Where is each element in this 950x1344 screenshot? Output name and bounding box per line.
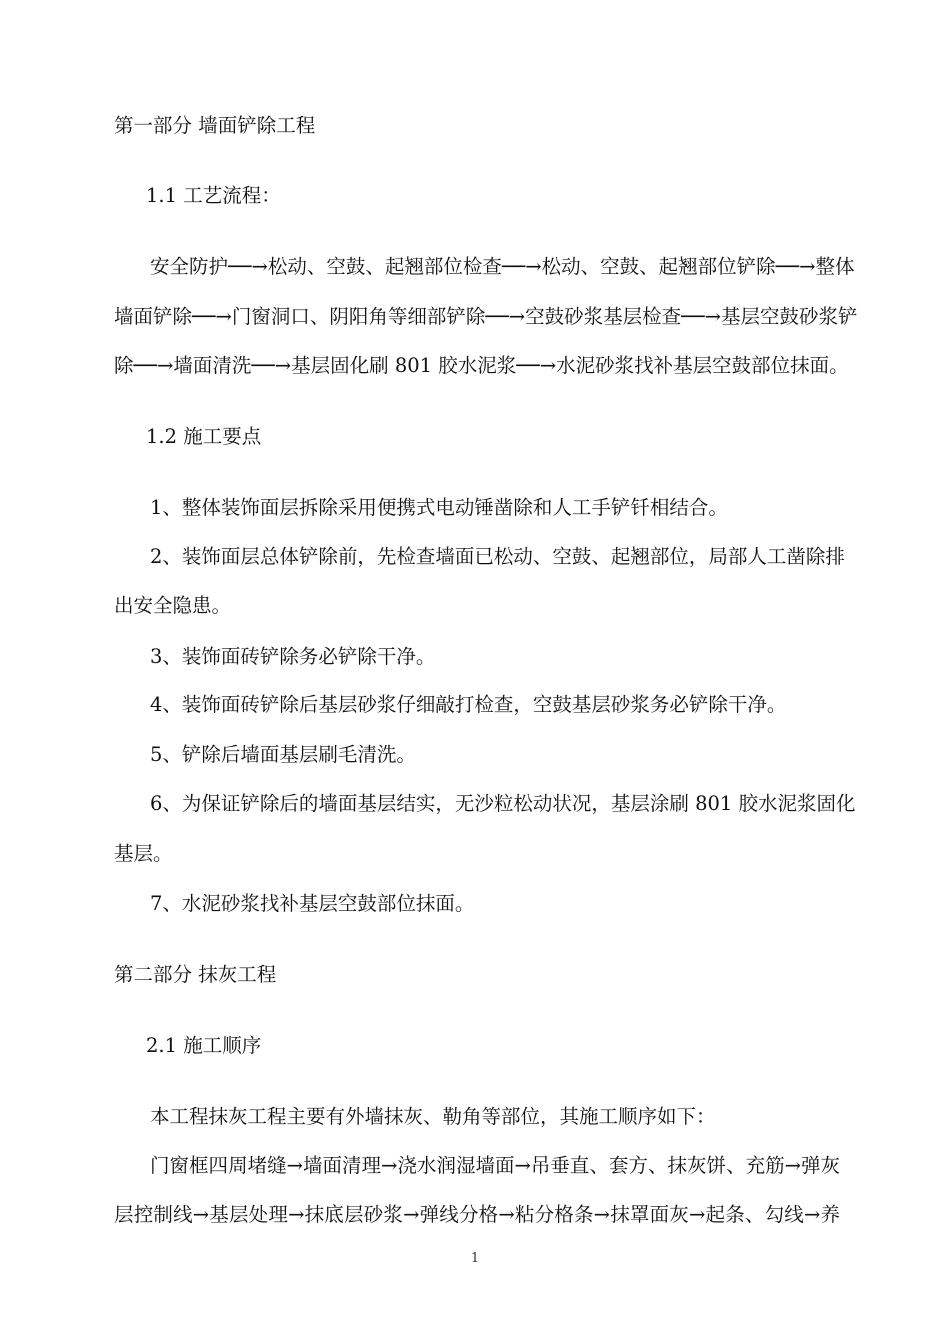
flow-line-3: 除──→墙面清洗──→基层固化刷 801 胶水泥浆──→水泥砂浆找补基层空鼓部位抹面。 bbox=[114, 354, 849, 377]
part2-title: 第二部分 抹灰工程 bbox=[114, 963, 277, 986]
point-2-cont: 出安全隐患。 bbox=[114, 594, 232, 617]
point-6: 6、为保证铲除后的墙面基层结实，无沙粒松动状况，基层涂刷 801 胶水泥浆固化 bbox=[150, 792, 856, 815]
point-4: 4、装饰面砖铲除后基层砂浆仔细敲打检查，空鼓基层砂浆务必铲除干净。 bbox=[150, 693, 787, 716]
point-6-cont: 基层。 bbox=[114, 842, 173, 865]
point-5: 5、铲除后墙面基层刷毛清洗。 bbox=[150, 743, 416, 766]
point-3: 3、装饰面砖铲除务必铲除干净。 bbox=[150, 645, 436, 668]
part1-title: 第一部分 墙面铲除工程 bbox=[114, 114, 316, 137]
sequence-line-1: 门窗框四周堵缝→墙面清理→浇水润湿墙面→吊垂直、套方、抹灰饼、充筋→弹灰 bbox=[150, 1154, 840, 1177]
section-1-2-heading: 1.2 施工要点 bbox=[146, 425, 262, 448]
sequence-intro: 本工程抹灰工程主要有外墙抹灰、勒角等部位，其施工顺序如下： bbox=[150, 1105, 716, 1128]
section-1-1-heading: 1.1 工艺流程： bbox=[146, 184, 281, 207]
sequence-line-2: 层控制线→基层处理→抹底层砂浆→弹线分格→粘分格条→抹罩面灰→起条、勾线→养 bbox=[114, 1203, 840, 1226]
page-number: 1 bbox=[470, 1251, 480, 1266]
point-7: 7、水泥砂浆找补基层空鼓部位抹面。 bbox=[150, 892, 475, 915]
point-2: 2、装饰面层总体铲除前，先检查墙面已松动、空鼓、起翘部位，局部人工凿除排 bbox=[150, 545, 845, 568]
flow-line-2: 墙面铲除──→门窗洞口、阴阳角等细部铲除──→空鼓砂浆基层检查──→基层空鼓砂浆铲 bbox=[114, 305, 858, 328]
section-2-1-heading: 2.1 施工顺序 bbox=[146, 1034, 262, 1057]
flow-line-1: 安全防护──→松动、空鼓、起翘部位检查──→松动、空鼓、起翘部位铲除──→整体 bbox=[150, 255, 855, 278]
point-1: 1、整体装饰面层拆除采用便携式电动锤凿除和人工手铲钎相结合。 bbox=[150, 496, 728, 519]
